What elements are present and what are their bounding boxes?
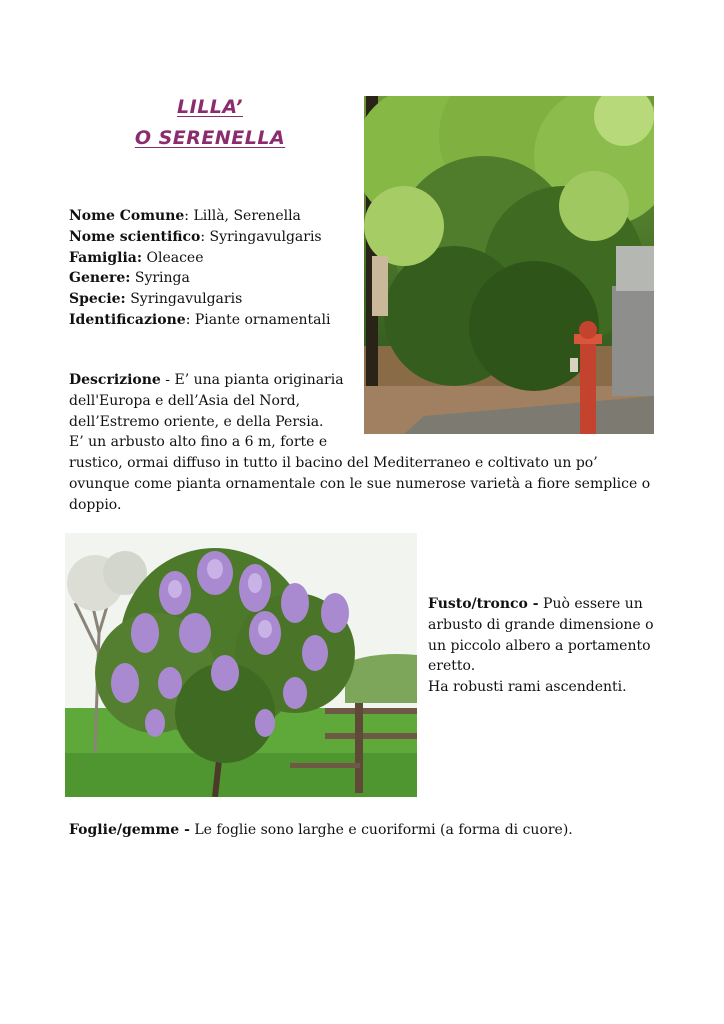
fusto-line (428, 594, 658, 615)
field-label: Nome scientifico (69, 228, 201, 245)
field-label: Famiglia: (69, 249, 143, 266)
description-paragraph (69, 370, 649, 516)
fusto-paragraph (428, 594, 658, 698)
field-separator: : (185, 311, 195, 328)
foglie-text: Le foglie sono larghe e cuoriformi (a forma di cuore). (189, 822, 573, 838)
field-value: Oleacee (146, 249, 204, 266)
description-text: - E’ una pianta originaria (160, 372, 344, 388)
field-famiglia (69, 248, 359, 269)
field-label: Genere: (69, 270, 131, 287)
flowering-lilac-illustration (65, 533, 417, 797)
title-line-2: O SERENELLA (134, 127, 286, 149)
field-nome-scientifico (69, 227, 359, 248)
page-title (120, 92, 300, 154)
foglie-paragraph (69, 820, 669, 841)
field-label: Nome Comune (69, 208, 185, 224)
foglie-label: Foglie/gemme - (69, 822, 190, 838)
field-value: Syringa (134, 270, 190, 287)
title-line-1: LILLA’ (177, 96, 243, 118)
field-value: Syringavulgaris (130, 291, 243, 308)
fusto-line: eretto. (428, 658, 476, 675)
description-line (69, 370, 649, 391)
fusto-line: arbusto di grande dimensione o (428, 616, 654, 633)
field-separator: : (200, 228, 210, 245)
flowering-lilac-photo (65, 533, 417, 797)
description-line: E’ un arbusto alto fino a 6 m, forte e (69, 434, 328, 451)
plant-info-fields (69, 206, 359, 331)
description-label: Descrizione (69, 372, 161, 388)
field-nome-comune (69, 206, 359, 227)
field-genere (69, 268, 359, 289)
field-value: Syringavulgaris (209, 228, 322, 245)
field-specie (69, 289, 359, 310)
description-line: dell'Europa e dell’Asia del Nord, (69, 392, 301, 409)
description-line: dell’Estremo oriente, e della Persia. (69, 413, 324, 430)
field-label: Identificazione (69, 311, 186, 328)
description-line: rustico, ormai diffuso in tutto il bacino del Mediterraneo e coltivato un po’ (69, 455, 598, 472)
field-separator: : (184, 208, 194, 224)
fusto-label: Fusto/tronco - (428, 596, 539, 612)
fusto-line: un piccolo albero a portamento (428, 637, 651, 654)
field-label: Specie: (69, 291, 126, 308)
field-value: Lillà, Serenella (193, 208, 301, 224)
description-line: ovunque come pianta ornamentale con le sue numerose varietà a fiore semplice o (69, 475, 651, 492)
description-line: doppio. (69, 496, 122, 513)
field-value: Piante ornamentali (194, 311, 331, 328)
field-identificazione (69, 310, 359, 331)
fusto-line: Ha robusti rami ascendenti. (428, 679, 627, 696)
fusto-text: Può essere un (538, 596, 643, 612)
